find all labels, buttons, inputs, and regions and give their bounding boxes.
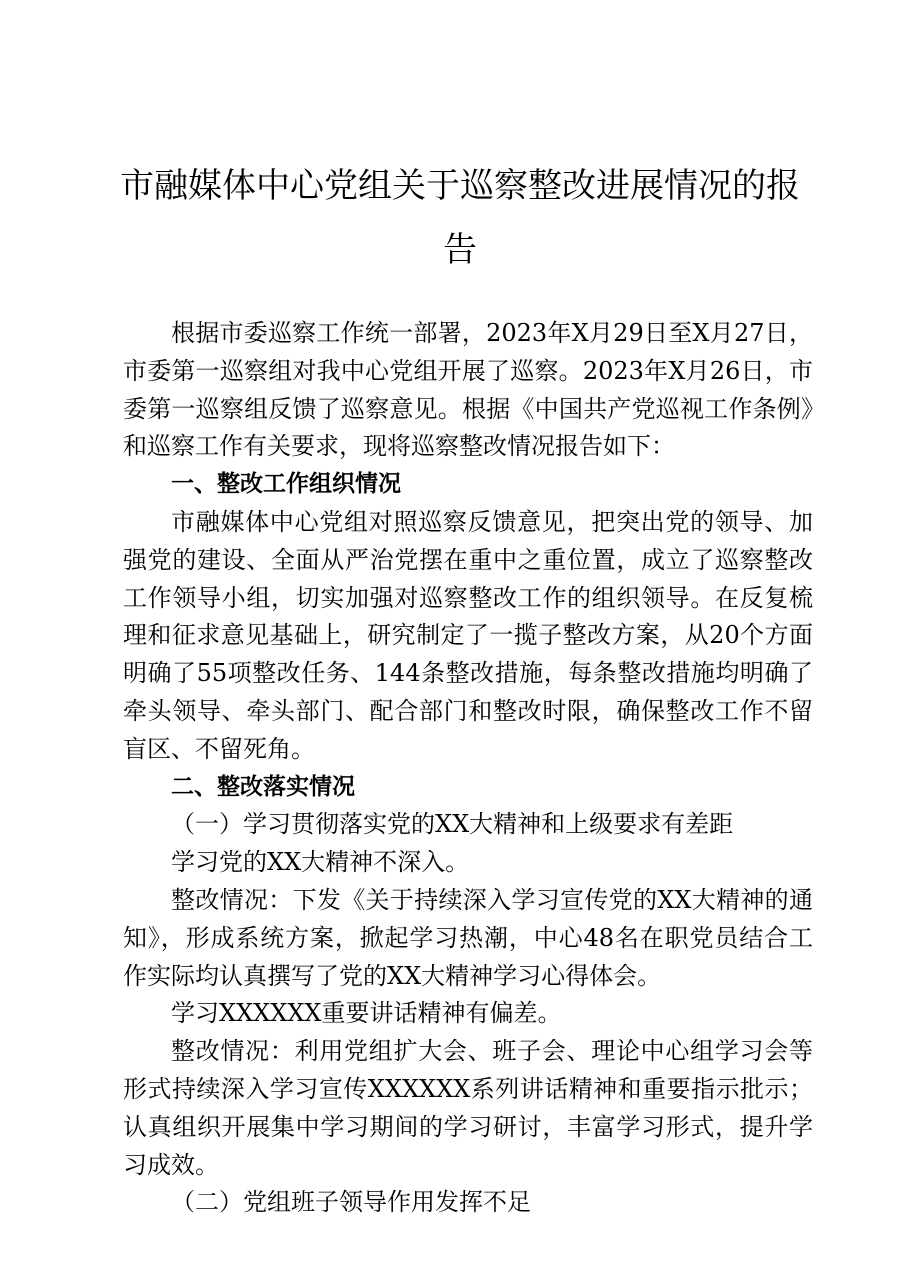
organization-paragraph: 市融媒体中心党组对照巡察反馈意见，把突出党的领导、加强党的建设、全面从严治党摆在重中之重位置，成立了巡察整改工作领导小组，切实加强对巡察整改工作的组织领导。在反复梳理和征求意见基础上，研究制定了一揽子整改方案，从20个方面明确了55项整改任务、144条整改措施，每条整改措施均明确了牵头领导、牵头部门、配合部门和整改时限，确保整改工作不留盲区、不留死角。 (123, 507, 813, 763)
section-heading-1: 一、整改工作组织情况 (171, 471, 401, 498)
rectification-paragraph-1: 整改情况：下发《关于持续深入学习宣传党的XX大精神的通知》，形成系统方案，掀起学习热潮，中心48名在职党员结合工作实际均认真撰写了党的XX大精神学习心得体会。 (123, 885, 813, 990)
rectification-paragraph-2: 整改情况：利用党组扩大会、班子会、理论中心组学习会等形式持续深入学习宣传XXXXXX系列讲话精神和重要指示批示；认真组织开展集中学习期间的学习研讨，丰富学习形式，提升学习成效。 (123, 1037, 813, 1179)
issue-paragraph-2: 学习XXXXXX重要讲话精神有偏差。 (171, 999, 562, 1028)
section-heading-2: 二、整改落实情况 (171, 773, 355, 800)
subsection-heading-1: （一）学习贯彻落实党的XX大精神和上级要求有差距 (171, 810, 734, 839)
document-body (123, 315, 813, 1222)
intro-paragraph: 根据市委巡察工作统一部署，2023年X月29日至X月27日，市委第一巡察组对我中心党组开展了巡察。2023年X月26日，市委第一巡察组反馈了巡察意见。根据《中国共产党巡视工作条例》和巡察工作有关要求，现将巡察整改情况报告如下： (123, 319, 813, 461)
document-title-line-2: 告 (443, 230, 477, 270)
subsection-heading-2: （二）党组班子领导作用发挥不足 (171, 1188, 531, 1217)
issue-paragraph-1: 学习党的XX大精神不深入。 (171, 848, 470, 877)
document-title-line-1: 市融媒体中心党组关于巡察整改进展情况的报 (120, 166, 800, 206)
